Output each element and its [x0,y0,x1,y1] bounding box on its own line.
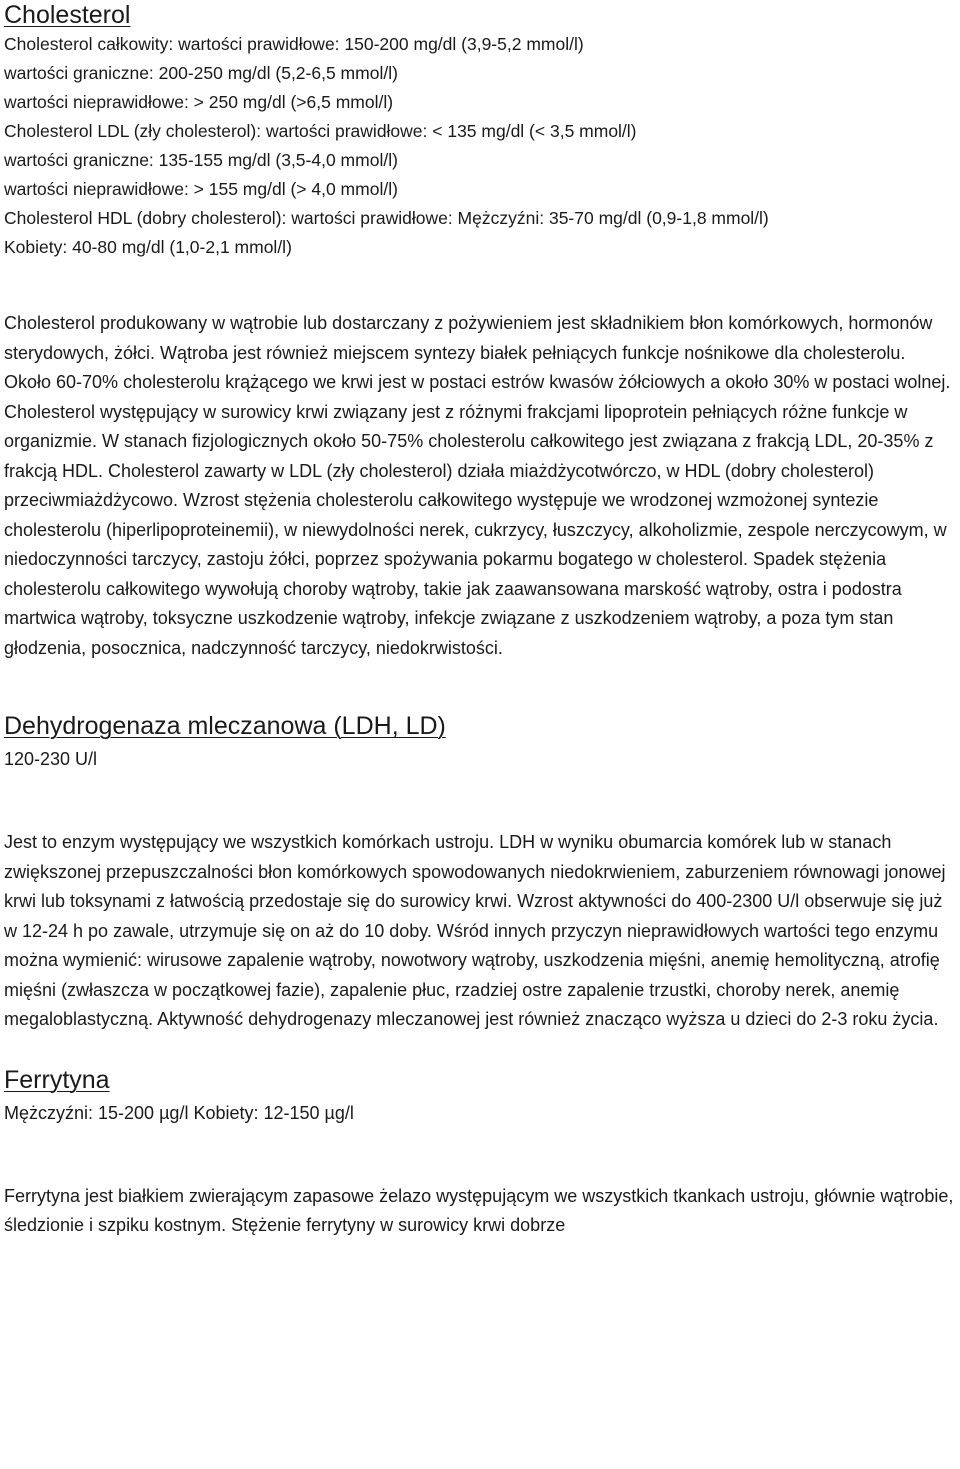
ldh-description: Jest to enzym występujący we wszystkich komórkach ustroju. LDH w wyniku obumarcia komórek lub w stanach zwiększonej przepuszczalności błon komórkowych spowodowanych niedokrwieniem, zaburzeniem równowagi jonowej krwi lub toksynami z łatwością przedostaje się do surowicy krwi. Wzrost aktywności do 400-2300 U/l obserwuje się już w 12-24 h po zawale, utrzymuje się on aż do 10 doby. Wśród innych przyczyn nieprawidłowych wartości tego enzymu można wymienić: wirusowe zapalenie wątroby, nowotwory wątroby, uszkodzenia mięśni, anemię hemolityczną, atrofię mięśni (zwłaszcza w początkowej fazie), zapalenie płuc, rzadziej ostre zapalenie trzustki, choroby nerek, anemię megaloblastyczną. Aktywność dehydrogenazy mleczanowej jest również znacząco wyższa u dzieci do 2-3 roku życia. [4,832,946,1029]
section-ferritin [4,1065,954,1241]
section-title-ferritin: Ferrytyna [4,1065,110,1094]
range-line: Cholesterol całkowity: wartości prawidłowe: 150-200 mg/dl (3,9-5,2 mmol/l) [4,34,584,54]
section-cholesterol [4,0,954,663]
range-line: wartości graniczne: 135-155 mg/dl (3,5-4,0 mmol/l) [4,150,398,170]
section-title-ldh: Dehydrogenaza mleczanowa (LDH, LD) [4,712,446,740]
ldh-reference-range: 120-230 U/l [4,749,98,769]
range-line: Cholesterol LDL (zły cholesterol): wartości prawidłowe: < 135 mg/dl (< 3,5 mmol/l) [4,121,637,141]
section-ldh [4,711,954,1035]
cholesterol-description: Cholesterol produkowany w wątrobie lub dostarczany z pożywieniem jest składnikiem błon komórkowych, hormonów sterydowych, żółci. Wątroba jest również miejscem syntezy białek pełniących funkcje nośnikowe dla cholesterolu. Około 60-70% cholesterolu krążącego we krwi jest w postaci estrów kwasów żółciowych a około 30% w postaci wolnej. Cholesterol występujący w surowicy krwi związany jest z różnymi frakcjami lipoprotein pełniących różne funkcje w organizmie. W stanach fizjologicznych około 50-75% cholesterolu całkowitego jest związana z frakcją LDL, 20-35% z frakcją HDL. Cholesterol zawarty w LDL (zły cholesterol) działa miażdżycotwórczo, w HDL (dobry cholesterol) przeciwmiażdżycowo. Wzrost stężenia cholesterolu całkowitego występuje we wrodzonej wzmożonej syntezie cholesterolu (hiperlipoproteinemii), w niewydolności nerek, cukrzycy, łuszczycy, alkoholizmie, zespole nerczycowym, w niedoczynności tarczycy, zastoju żółci, poprzez spożywania pokarmu bogatego w cholesterol. Spadek stężenia cholesterolu całkowitego wywołują choroby wątroby, takie jak zaawansowana marskość wątroby, ostra i podostra martwica wątroby, toksyczne uszkodzenie wątroby, infekcje związane z uszkodzeniem wątroby, a poza tym stan głodzenia, posocznica, nadczynność tarczycy, niedokrwistości. [4,313,951,658]
range-line: wartości nieprawidłowe: > 250 mg/dl (>6,5 mmol/l) [4,92,394,112]
range-line: Cholesterol HDL (dobry cholesterol): wartości prawidłowe: Mężczyźni: 35-70 mg/dl (0,9-1,8 mmol/l) [4,208,769,228]
section-title-cholesterol: Cholesterol [4,1,131,29]
range-line: wartości graniczne: 200-250 mg/dl (5,2-6,5 mmol/l) [4,63,398,83]
range-line: wartości nieprawidłowe: > 155 mg/dl (> 4,0 mmol/l) [4,179,398,199]
ferritin-description: Ferrytyna jest białkiem zwierającym zapasowe żelazo występującym we wszystkich tkankach ustroju, głównie wątrobie, śledzionie i szpiku kostnym. Stężenie ferrytyny w surowicy krwi dobrze [4,1185,954,1235]
cholesterol-reference-ranges [4,30,954,262]
ferritin-reference-range: Mężczyźni: 15-200 µg/l Kobiety: 12-150 µg/l [4,1102,354,1123]
range-line: Kobiety: 40-80 mg/dl (1,0-2,1 mmol/l) [4,237,292,257]
